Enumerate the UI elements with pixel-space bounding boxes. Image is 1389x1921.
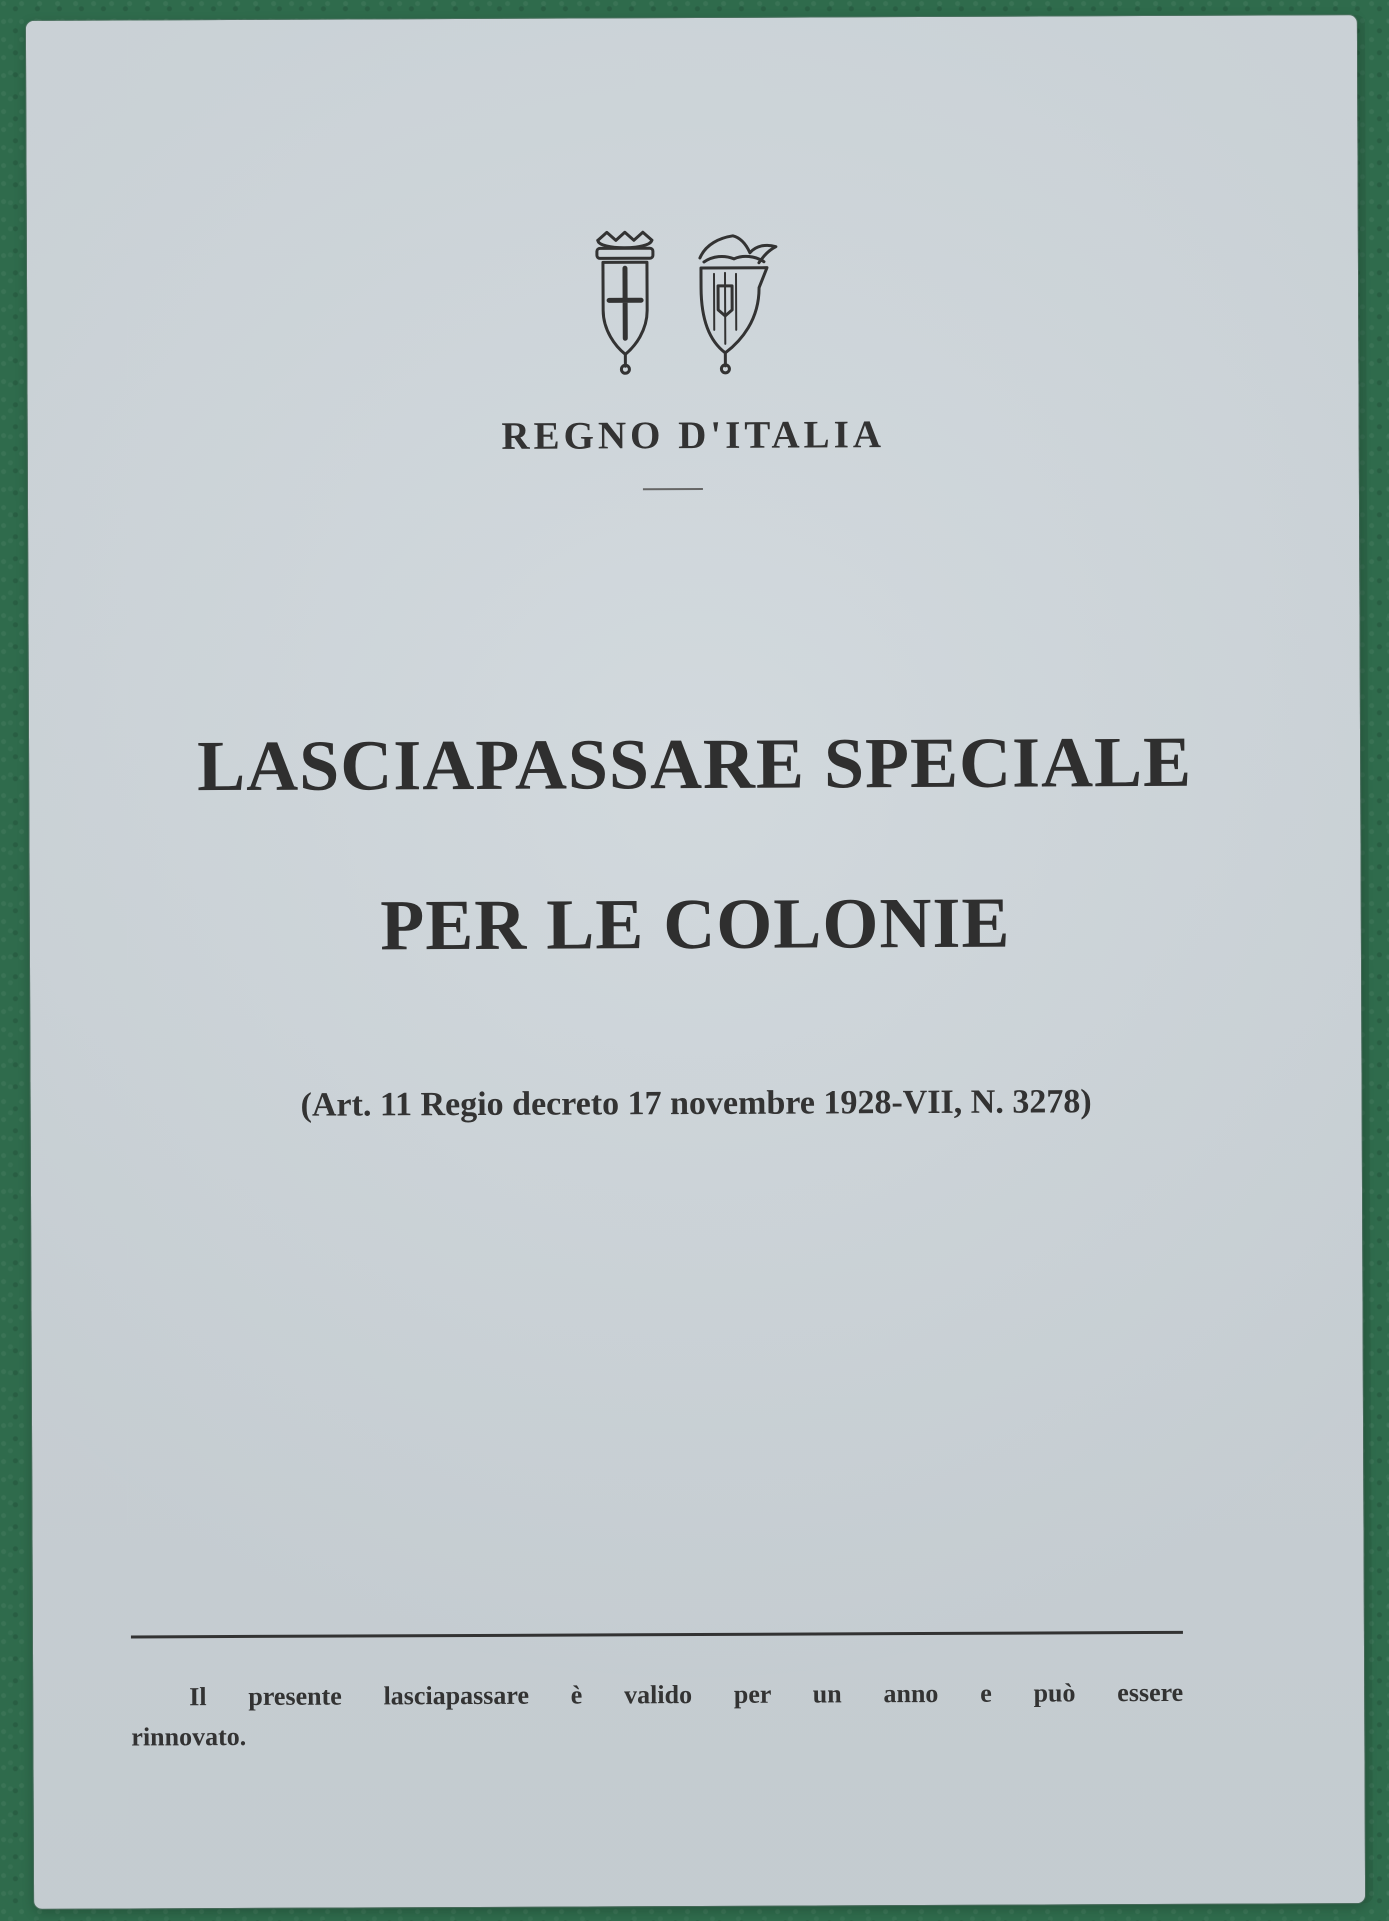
validity-note — [131, 1673, 1183, 1758]
document-subtitle: PER LE COLONIE — [380, 882, 1011, 966]
document-main-title: LASCIAPASSARE SPECIALE — [196, 721, 1193, 807]
validity-note-line-2: rinnovato. — [131, 1722, 247, 1752]
document-page — [26, 15, 1365, 1909]
document-header-title: REGNO D'ITALIA — [501, 413, 886, 458]
header-divider — [643, 488, 703, 490]
royal-crest-icon — [575, 228, 786, 379]
decree-reference: (Art. 11 Regio decreto 17 novembre 1928-VII, N. 3278) — [300, 1083, 1092, 1124]
footer-divider — [131, 1631, 1183, 1639]
validity-note-line-1: Il presente lasciapassare è valido per un anno e può essere — [189, 1677, 1184, 1712]
